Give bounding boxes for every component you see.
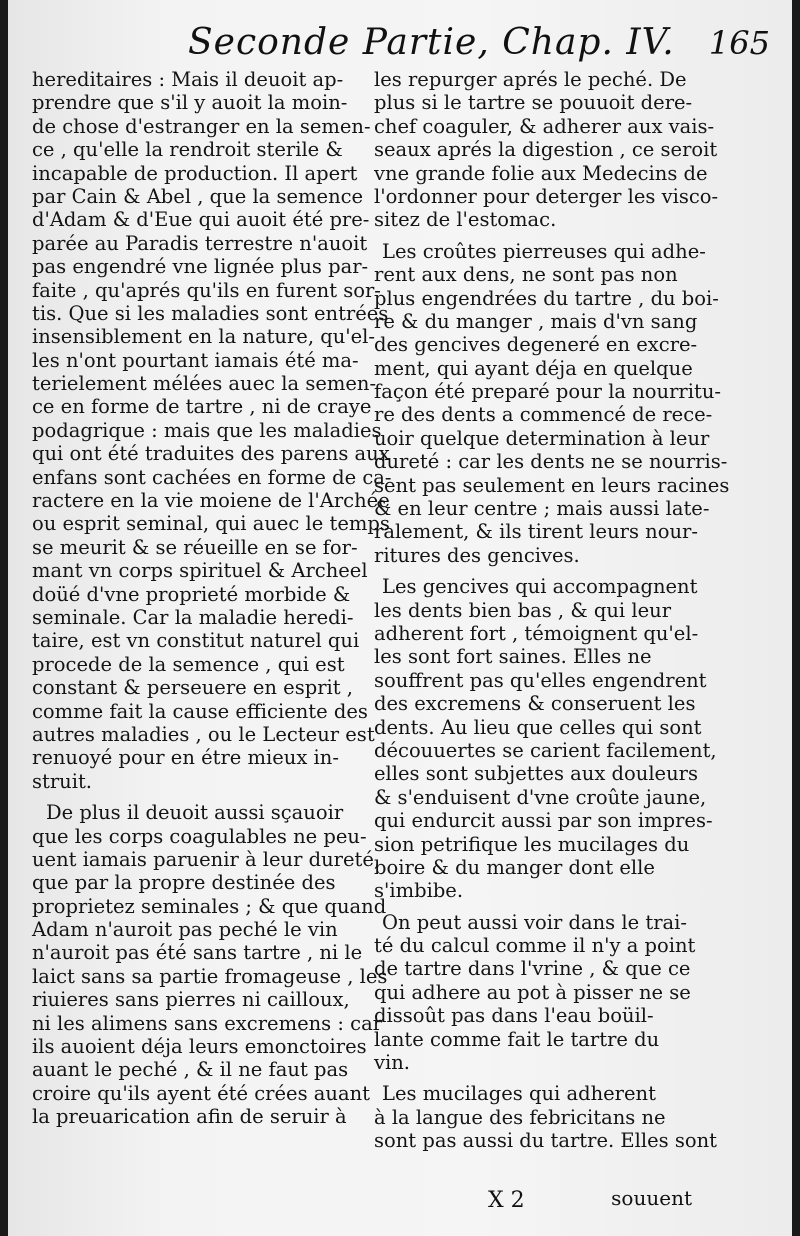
text-line: uoir quelque determination à leur — [374, 426, 710, 450]
text-line: autres maladies , ou le Lecteur est — [32, 722, 375, 746]
text-line: les repurger aprés le peché. De — [374, 68, 687, 91]
text-line: constant & perseuere en esprit , — [32, 676, 354, 700]
text-line: sitez de l'estomac. — [374, 208, 557, 232]
text-line: taire, est vn constitut naturel qui — [32, 629, 360, 653]
text-line: renuoyé pour en étre mieux in- — [32, 746, 339, 770]
text-line: Adam n'auroit pas peché le vin — [32, 918, 338, 942]
text-line: plus engendrées du tartre , du boi- — [374, 286, 719, 310]
text-line: & s'enduisent d'vne croûte jaune, — [374, 785, 707, 809]
text-line: de tartre dans l'vrine , & que ce — [374, 957, 691, 981]
text-line: podagrique : mais que les maladies — [32, 418, 382, 442]
text-line: les dents bien bas , & qui leur — [374, 598, 672, 622]
text-line: qui adhere au pot à pisser ne se — [374, 980, 691, 1004]
text-line: souffrent pas qu'elles engendrent — [374, 668, 707, 692]
running-head — [8, 8, 792, 68]
page-number: 165 — [708, 24, 770, 62]
text-line: dureté : car les dents ne se nourris- — [374, 450, 728, 474]
text-line: ce , qu'elle la rendroit sterile & — [32, 138, 343, 162]
text-line: Les mucilages qui adherent — [382, 1082, 656, 1106]
text-line: dissoût pas dans l'eau boüil- — [374, 1004, 654, 1028]
text-line: comme fait la cause efficiente des — [32, 699, 368, 723]
text-line: boire & du manger dont elle — [374, 855, 655, 879]
text-line: faite , qu'aprés qu'ils en furent sor- — [32, 278, 381, 302]
text-line: dents. Au lieu que celles qui sont — [374, 715, 702, 739]
text-line: plus si le tartre se pouuoit dere- — [374, 91, 693, 115]
text-line: seminale. Car la maladie heredi- — [32, 605, 354, 629]
text-line: ou esprit seminal, qui auec le temps — [32, 512, 390, 536]
text-line: chef coaguler, & adherer aux vais- — [374, 114, 715, 138]
text-line: parée au Paradis terrestre n'auoit — [32, 231, 368, 255]
text-line: n'auroit pas été sans tartre , ni le — [32, 941, 363, 965]
text-line: ce en forme de tartre , ni de craye — [32, 395, 372, 419]
text-line: pas engendré vne lignée plus par- — [32, 255, 369, 279]
text-line: mant vn corps spirituel & Archeel — [32, 559, 368, 583]
text-line: qui ont été traduites des parens aux — [32, 442, 390, 466]
text-line: ractere en la vie moiene de l'Archée — [32, 489, 390, 513]
text-line: à la langue des febricitans ne — [374, 1105, 666, 1129]
text-line: elles sont subjettes aux douleurs — [374, 762, 698, 786]
text-line: sont pas aussi du tartre. Elles sont — [374, 1129, 718, 1153]
text-line: vin. — [374, 1051, 411, 1075]
text-line: insensiblement en la nature, qu'el- — [32, 325, 375, 349]
text-line: l'ordonner pour deterger les visco- — [374, 184, 719, 208]
text-line: adherent fort , témoignent qu'el- — [374, 621, 699, 645]
text-line: sent pas seulement en leurs racines — [374, 473, 730, 497]
text-line: ritures des gencives. — [374, 543, 580, 567]
text-line: riuieres sans pierres ni cailloux, — [32, 988, 350, 1012]
text-line: prendre que s'il y auoit la moin- — [32, 91, 348, 115]
text-line: On peut aussi voir dans le trai- — [382, 910, 687, 934]
text-line: croire qu'ils ayent été crées auant — [32, 1081, 370, 1105]
text-line: façon été preparé pour la nourritu- — [374, 380, 721, 404]
text-line: sion petrifique les mucilages du — [374, 832, 690, 856]
text-line: les sont fort saines. Elles ne — [374, 645, 652, 669]
right-column — [374, 68, 730, 1153]
text-line: ils auoient déja leurs emonctoires — [32, 1035, 367, 1059]
text-line: De plus il deuoit aussi sçauoir — [46, 801, 344, 825]
text-line: té du calcul comme il n'y a point — [374, 934, 696, 958]
text-line: rent aux dens, ne sont pas non — [374, 263, 678, 287]
text-line: des gencives degeneré en excre- — [374, 333, 698, 357]
text-line: re des dents a commencé de rece- — [374, 403, 713, 427]
text-line: hereditaires : Mais il deuoit ap- — [32, 68, 344, 91]
text-line: proprietez seminales ; & que quand — [32, 894, 387, 918]
text-line: qui endurcit aussi par son impres- — [374, 809, 713, 833]
text-line: terielement mélées auec la semen- — [32, 372, 377, 396]
left-column — [32, 68, 392, 1129]
text-line: les n'ont pourtant iamais été ma- — [32, 348, 359, 372]
text-line: ralement, & ils tirent leurs nour- — [374, 520, 698, 544]
catchword: souuent — [611, 1186, 692, 1210]
text-line: lante comme fait le tartre du — [374, 1027, 660, 1051]
text-line: struit. — [32, 769, 92, 793]
signature-mark: X 2 — [488, 1188, 525, 1213]
text-line: vne grande folie aux Medecins de — [374, 161, 708, 185]
text-line: s'imbibe. — [374, 879, 464, 903]
text-line: & en leur centre ; mais aussi late- — [374, 497, 710, 521]
text-line: se meurit & se réueille en se for- — [32, 535, 358, 559]
text-line: d'Adam & d'Eue qui auoit été pre- — [32, 208, 370, 232]
text-line: procede de la semence , qui est — [32, 652, 345, 676]
text-line: tis. Que si les maladies sont entrées — [32, 301, 389, 325]
text-line: que les corps coagulables ne peu- — [32, 824, 367, 848]
running-title: Seconde Partie, Chap. IV. — [188, 22, 675, 63]
book-page — [8, 0, 792, 1236]
text-line: Les croûtes pierreuses qui adhe- — [382, 239, 706, 263]
text-line: auant le peché , & il ne faut pas — [32, 1058, 349, 1082]
text-line: re & du manger , mais d'vn sang — [374, 309, 698, 333]
text-line: de chose d'estranger en la semen- — [32, 114, 371, 138]
text-line: que par la propre destinée des — [32, 871, 336, 895]
text-line: laict sans sa partie fromageuse , les — [32, 964, 388, 988]
text-line: Les gencives qui accompagnent — [382, 575, 698, 599]
text-line: uent iamais paruenir à leur dureté, — [32, 847, 381, 871]
text-line: des excremens & conseruent les — [374, 692, 696, 716]
text-line: par Cain & Abel , que la semence — [32, 184, 364, 208]
text-line: ni les alimens sans excremens : car — [32, 1011, 383, 1035]
text-line: ment, qui ayant déja en quelque — [374, 356, 693, 380]
text-line: seaux aprés la digestion , ce seroit — [374, 138, 718, 162]
text-line: incapable de production. Il apert — [32, 161, 358, 185]
text-line: doüé d'vne proprieté morbide & — [32, 582, 351, 606]
text-line: découuertes se carient facilement, — [374, 738, 717, 762]
text-line: enfans sont cachées en forme de ca- — [32, 465, 392, 489]
text-line: la preuarication afin de seruir à — [32, 1105, 347, 1129]
